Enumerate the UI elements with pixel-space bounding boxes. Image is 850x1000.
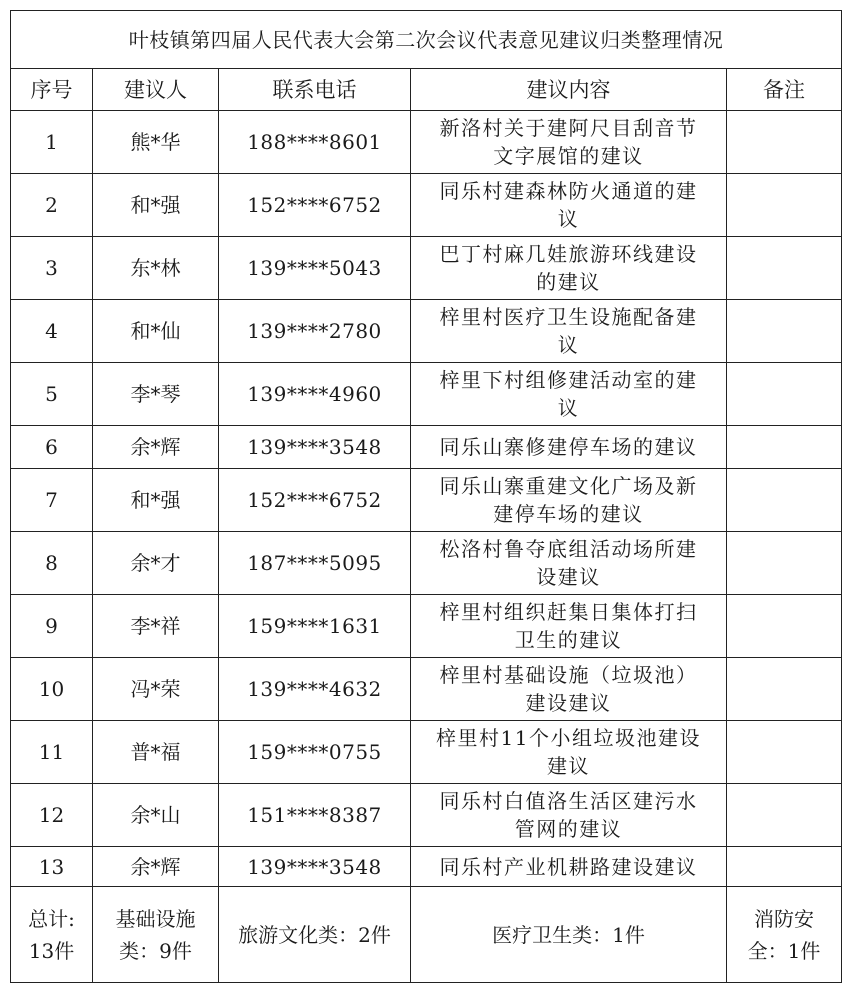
- table-row: [11, 658, 842, 721]
- table-row: [11, 784, 842, 847]
- cell-content: [411, 300, 727, 363]
- header-phone: 联系电话: [219, 69, 411, 111]
- cell-index: 10: [11, 658, 93, 721]
- table-row: [11, 174, 842, 237]
- cell-index: 7: [11, 469, 93, 532]
- cell-index: 13: [11, 847, 93, 887]
- cell-phone: 151****8387: [219, 784, 411, 847]
- content-line-2: 议: [557, 396, 580, 420]
- cell-proposer: 余*辉: [93, 847, 219, 887]
- cell-content: [411, 237, 727, 300]
- table-row: [11, 237, 842, 300]
- header-remark: 备注: [727, 69, 842, 111]
- summary-fire-safety-line-2: 全：1件: [747, 938, 821, 963]
- cell-proposer: 和*强: [93, 469, 219, 532]
- summary-fire-safety: [727, 887, 842, 983]
- table-title: 叶枝镇第四届人民代表大会第二次会议代表意见建议归类整理情况: [11, 11, 842, 69]
- table-row: [11, 847, 842, 887]
- table-row: [11, 300, 842, 363]
- title-row: [11, 11, 842, 69]
- table-row: [11, 426, 842, 469]
- header-index: 序号: [11, 69, 93, 111]
- cell-index: 5: [11, 363, 93, 426]
- cell-proposer: 和*仙: [93, 300, 219, 363]
- header-row: [11, 69, 842, 111]
- cell-phone: 139****4960: [219, 363, 411, 426]
- summary-medical-health: 医疗卫生类：1件: [411, 887, 727, 983]
- cell-index: 12: [11, 784, 93, 847]
- table-row: [11, 363, 842, 426]
- cell-phone: 152****6752: [219, 174, 411, 237]
- summary-total: [11, 887, 93, 983]
- cell-remark: [727, 237, 842, 300]
- cell-index: 2: [11, 174, 93, 237]
- cell-proposer: 余*才: [93, 532, 219, 595]
- content-line-1: 梓里下村组修建活动室的建: [439, 368, 698, 392]
- table-row: [11, 111, 842, 174]
- summary-infrastructure-line-1: 基础设施: [115, 906, 196, 931]
- cell-content: [411, 469, 727, 532]
- content-line-1: 松洛村鲁夺底组活动场所建: [439, 537, 698, 561]
- cell-content: [411, 111, 727, 174]
- table-row: [11, 469, 842, 532]
- summary-infrastructure-line-2: 类：9件: [119, 938, 192, 963]
- cell-index: 6: [11, 426, 93, 469]
- cell-remark: [727, 174, 842, 237]
- table-row: [11, 721, 842, 784]
- cell-index: 3: [11, 237, 93, 300]
- cell-phone: 139****3548: [219, 426, 411, 469]
- content-line-1: 巴丁村麻几娃旅游环线建设: [439, 242, 698, 266]
- header-content: 建议内容: [411, 69, 727, 111]
- cell-phone: 139****4632: [219, 658, 411, 721]
- cell-proposer: 东*林: [93, 237, 219, 300]
- content-line-2: 议: [557, 333, 580, 357]
- cell-remark: [727, 847, 842, 887]
- cell-remark: [727, 426, 842, 469]
- content-line-2: 管网的建议: [514, 817, 623, 841]
- summary-fire-safety-line-1: 消防安: [754, 906, 815, 931]
- content-line-1: 梓里村医疗卫生设施配备建: [439, 305, 698, 329]
- cell-index: 1: [11, 111, 93, 174]
- cell-remark: [727, 469, 842, 532]
- cell-content: [411, 174, 727, 237]
- summary-tourism-culture: 旅游文化类：2件: [219, 887, 411, 983]
- cell-phone: 139****2780: [219, 300, 411, 363]
- content-line-1: 同乐山寨重建文化广场及新: [439, 474, 698, 498]
- cell-content: [411, 363, 727, 426]
- cell-proposer: 和*强: [93, 174, 219, 237]
- content-line-1: 同乐村产业机耕路建设建议: [439, 854, 698, 879]
- cell-proposer: 普*福: [93, 721, 219, 784]
- cell-content: [411, 532, 727, 595]
- cell-remark: [727, 658, 842, 721]
- content-line-2: 建停车场的建议: [493, 502, 644, 526]
- cell-proposer: 余*山: [93, 784, 219, 847]
- content-line-2: 卫生的建议: [514, 628, 623, 652]
- content-line-2: 建设建议: [525, 691, 612, 715]
- cell-phone: 152****6752: [219, 469, 411, 532]
- summary-infrastructure: [93, 887, 219, 983]
- content-line-2: 设建议: [536, 565, 601, 589]
- cell-content: [411, 784, 727, 847]
- cell-phone: 188****8601: [219, 111, 411, 174]
- cell-remark: [727, 784, 842, 847]
- cell-phone: 159****1631: [219, 595, 411, 658]
- cell-content: [411, 658, 727, 721]
- cell-content: [411, 847, 727, 887]
- cell-proposer: 李*祥: [93, 595, 219, 658]
- cell-remark: [727, 532, 842, 595]
- content-line-2: 文字展馆的建议: [493, 144, 644, 168]
- cell-content: [411, 721, 727, 784]
- content-line-1: 新洛村关于建阿尺目刮音节: [439, 116, 698, 140]
- cell-index: 8: [11, 532, 93, 595]
- cell-phone: 187****5095: [219, 532, 411, 595]
- table-row: [11, 532, 842, 595]
- cell-index: 4: [11, 300, 93, 363]
- table-row: [11, 595, 842, 658]
- cell-proposer: 余*辉: [93, 426, 219, 469]
- cell-remark: [727, 721, 842, 784]
- header-proposer: 建议人: [93, 69, 219, 111]
- content-line-2: 议: [557, 207, 580, 231]
- content-line-1: 同乐村建森林防火通道的建: [439, 179, 698, 203]
- cell-remark: [727, 363, 842, 426]
- content-line-1: 同乐村白值洛生活区建污水: [439, 789, 698, 813]
- cell-phone: 139****5043: [219, 237, 411, 300]
- cell-remark: [727, 300, 842, 363]
- cell-remark: [727, 595, 842, 658]
- summary-total-line-2: 13件: [28, 938, 75, 963]
- cell-proposer: 李*琴: [93, 363, 219, 426]
- cell-phone: 159****0755: [219, 721, 411, 784]
- summary-total-line-1: 总计:: [28, 906, 75, 931]
- cell-phone: 139****3548: [219, 847, 411, 887]
- cell-proposer: 冯*荣: [93, 658, 219, 721]
- cell-content: [411, 595, 727, 658]
- cell-index: 9: [11, 595, 93, 658]
- content-line-2: 的建议: [536, 270, 601, 294]
- content-line-1: 梓里村组织赶集日集体打扫: [439, 600, 698, 624]
- cell-content: [411, 426, 727, 469]
- cell-index: 11: [11, 721, 93, 784]
- content-line-1: 梓里村11个小组垃圾池建设: [436, 726, 701, 750]
- suggestion-summary-table: [10, 10, 842, 983]
- cell-remark: [727, 111, 842, 174]
- summary-row: [11, 887, 842, 983]
- content-line-1: 梓里村基础设施（垃圾池）: [439, 663, 698, 687]
- content-line-2: 建议: [547, 754, 590, 778]
- cell-proposer: 熊*华: [93, 111, 219, 174]
- content-line-1: 同乐山寨修建停车场的建议: [439, 435, 698, 459]
